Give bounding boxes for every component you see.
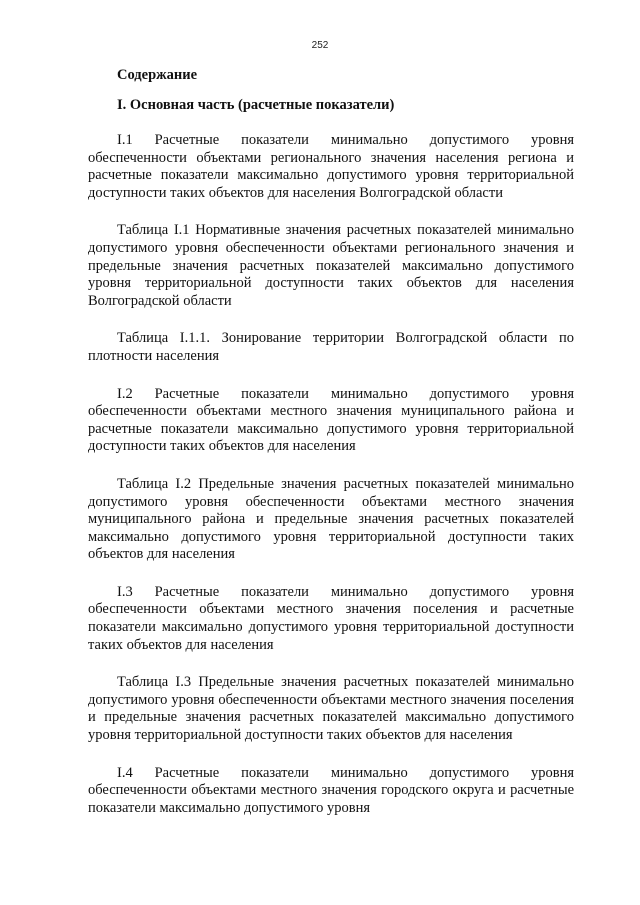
table-of-contents (88, 66, 574, 837)
toc-entry-1-3: I.3 Расчетные показатели минимально допустимого уровня обеспеченности объектами местного значения поселения и расчетные показатели максимально допустимого уровня территориальной доступности таких объектов для населения (88, 583, 574, 653)
page-number: 252 (311, 40, 329, 51)
toc-entry-table-1-1: Таблица I.1 Нормативные значения расчетных показателей минимально допустимого уровня обеспеченности объектами регионального значения и предельные значения расчетных показателей максимально допустимого уровня территориальной доступности таких объектов для населения Волгоградской области (88, 222, 574, 309)
toc-entry-table-1-2: Таблица I.2 Предельные значения расчетных показателей минимально допустимого уровня обеспеченности объектами местного значения муниципального района и предельные значения расчетных показателей максимально допустимого уровня территориальной доступности таких объектов для населения (88, 475, 574, 563)
toc-entry-1-4: I.4 Расчетные показатели минимально допустимого уровня обеспеченности объектами местного значения городского округа и расчетные показатели максимально допустимого уровня (88, 764, 574, 816)
toc-entry-table-1-3: Таблица I.3 Предельные значения расчетных показателей минимально допустимого уровня обеспеченности объектами местного значения поселения и предельные значения расчетных показателей максимально допустимого уровня территориальной доступности таких объектов для населения (88, 674, 574, 744)
toc-title: Содержание (117, 67, 198, 83)
toc-entry-1-2: I.2 Расчетные показатели минимально допустимого уровня обеспеченности объектами местного значения муниципального района и расчетные показатели максимально допустимого уровня территориальной доступности таких объектов для населения (88, 385, 574, 455)
part-heading: I. Основная часть (расчетные показатели) (117, 97, 395, 113)
toc-entry-1-1: I.1 Расчетные показатели минимально допустимого уровня обеспеченности объектами регионального значения населения региона и расчетные показатели максимально допустимого уровня территориальной доступности таких объектов для населения Волгоградской области (88, 132, 574, 201)
toc-entry-table-1-1-1: Таблица I.1.1. Зонирование территории Волгоградской области по плотности населения (88, 330, 574, 364)
